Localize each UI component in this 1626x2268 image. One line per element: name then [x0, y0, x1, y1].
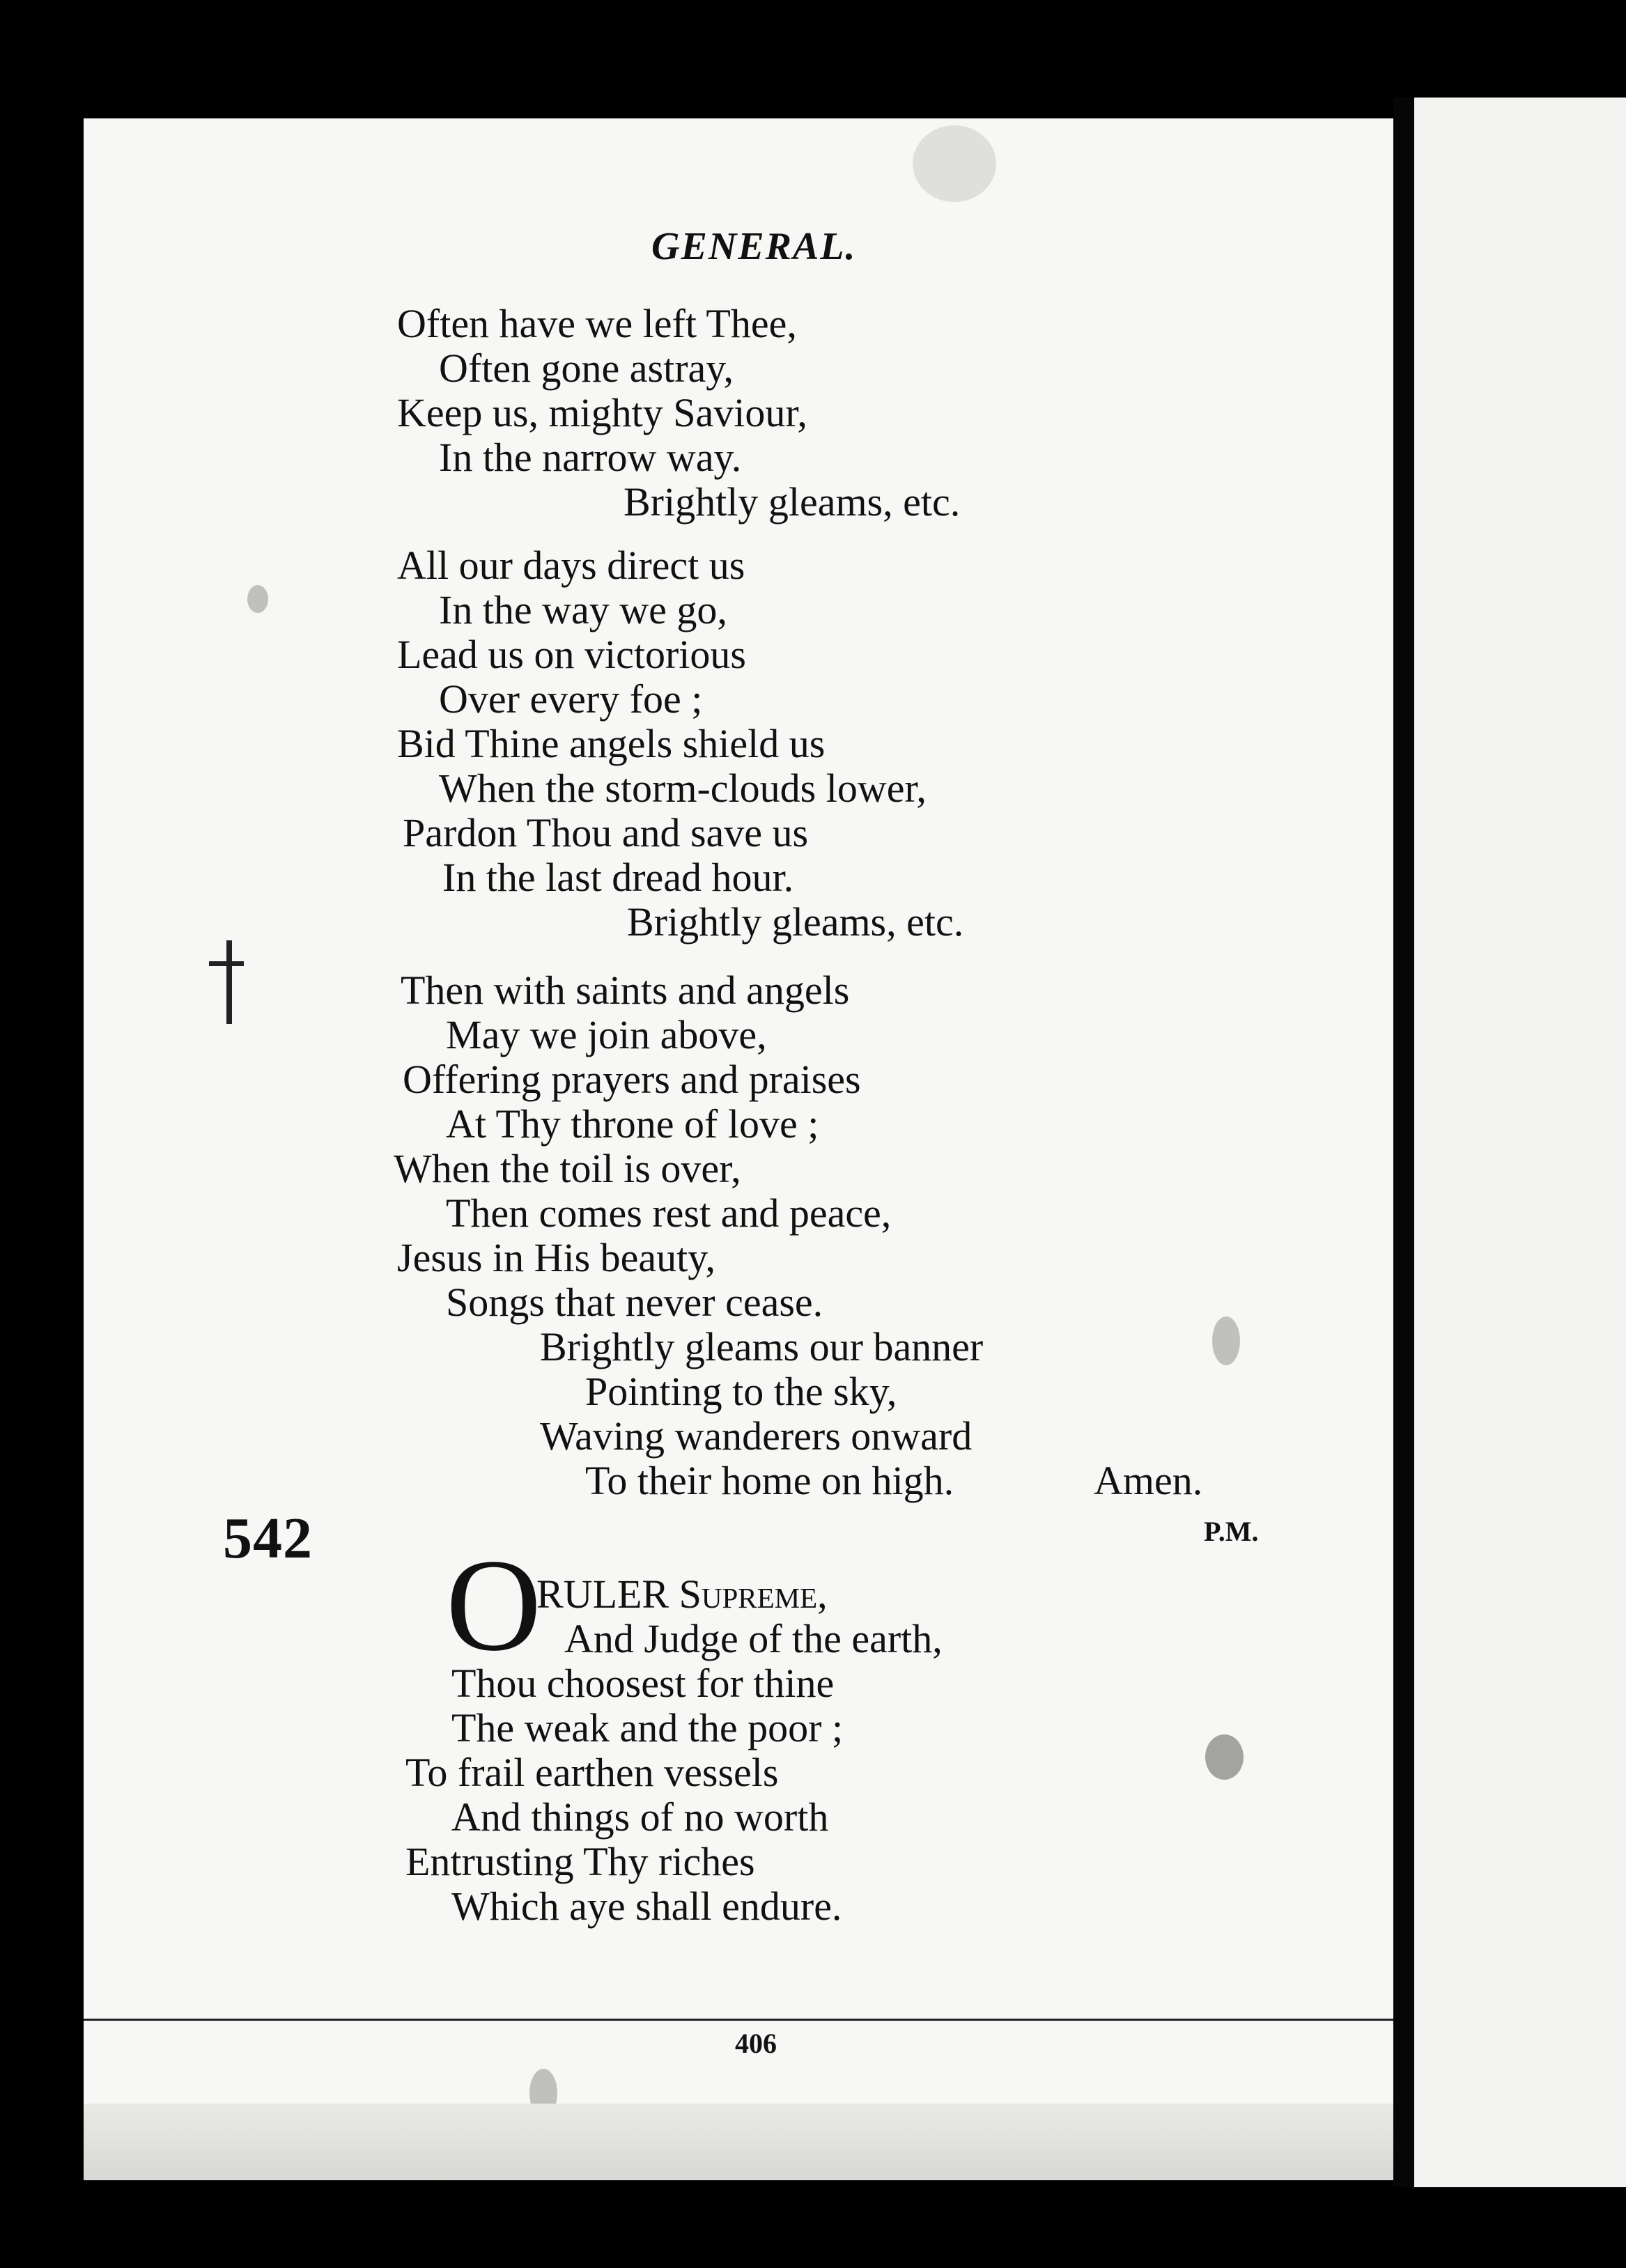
verse-line: Often gone astray,: [439, 345, 734, 391]
bottom-rule: [84, 2019, 1393, 2021]
hymnal-page: [84, 118, 1393, 2180]
stain: [913, 125, 996, 202]
chorus-line: Pointing to the sky,: [585, 1369, 897, 1414]
margin-mark: [226, 940, 232, 1024]
verse-line: Entrusting Thy riches: [405, 1839, 755, 1884]
verse-line: Jesus in His beauty,: [397, 1235, 715, 1280]
chorus-line: To their home on high.: [585, 1458, 954, 1503]
stain: [1205, 1734, 1244, 1780]
chorus-line: Brightly gleams our banner: [540, 1324, 984, 1369]
refrain-line: Brightly gleams, etc.: [624, 479, 961, 525]
verse-line: Pardon Thou and save us: [403, 810, 809, 855]
verse-line: Over every foe ;: [439, 676, 703, 722]
section-title: GENERAL.: [651, 225, 857, 268]
verse-line: The weak and the poor ;: [451, 1705, 844, 1750]
stain: [1212, 1316, 1240, 1365]
refrain-line: Brightly gleams, etc.: [627, 899, 964, 945]
verse-line: In the way we go,: [439, 587, 727, 632]
verse-line: Which aye shall endure.: [451, 1883, 842, 1929]
verse-line: Then comes rest and peace,: [446, 1190, 892, 1236]
verse-line: At Thy throne of love ;: [446, 1101, 819, 1147]
verse-line: When the storm-clouds lower,: [439, 766, 927, 811]
facing-page-edge: [1414, 98, 1626, 2187]
verse-line: And Judge of the earth,: [564, 1616, 943, 1661]
amen: Amen.: [1094, 1458, 1203, 1503]
verse-line: Lead us on victorious: [397, 632, 746, 677]
margin-mark: [209, 961, 244, 966]
verse-line: In the narrow way.: [439, 435, 742, 480]
verse-line: When the toil is over,: [394, 1146, 741, 1191]
verse-line: Then with saints and angels: [401, 968, 850, 1013]
verse-line: Often have we left Thee,: [397, 301, 797, 346]
verse-line: All our days direct us: [397, 543, 745, 588]
verse-line: To frail earthen vessels: [405, 1750, 779, 1795]
verse-line: Offering prayers and praises: [403, 1057, 861, 1102]
verse-line: Keep us, mighty Saviour,: [397, 390, 807, 435]
hymn-meter: P.M.: [1204, 1516, 1259, 1547]
verse-line: May we join above,: [446, 1012, 767, 1057]
page-number: 406: [735, 2028, 777, 2059]
verse-line: Songs that never cease.: [446, 1280, 823, 1325]
verse-line: Thou choosest for thine: [451, 1661, 835, 1706]
verse-line: And things of no worth: [451, 1794, 829, 1840]
verse-line: Bid Thine angels shield us: [397, 721, 826, 766]
chorus-line: Waving wanderers onward: [540, 1413, 973, 1459]
verse-line: RULER Supreme,: [536, 1571, 828, 1617]
verse-line: In the last dread hour.: [442, 855, 794, 900]
stain: [247, 585, 268, 613]
drop-cap: O: [446, 1532, 542, 1679]
page-bottom-shadow: [84, 2104, 1393, 2180]
gutter: [1393, 98, 1414, 2187]
hymn-number: 542: [223, 1506, 313, 1571]
